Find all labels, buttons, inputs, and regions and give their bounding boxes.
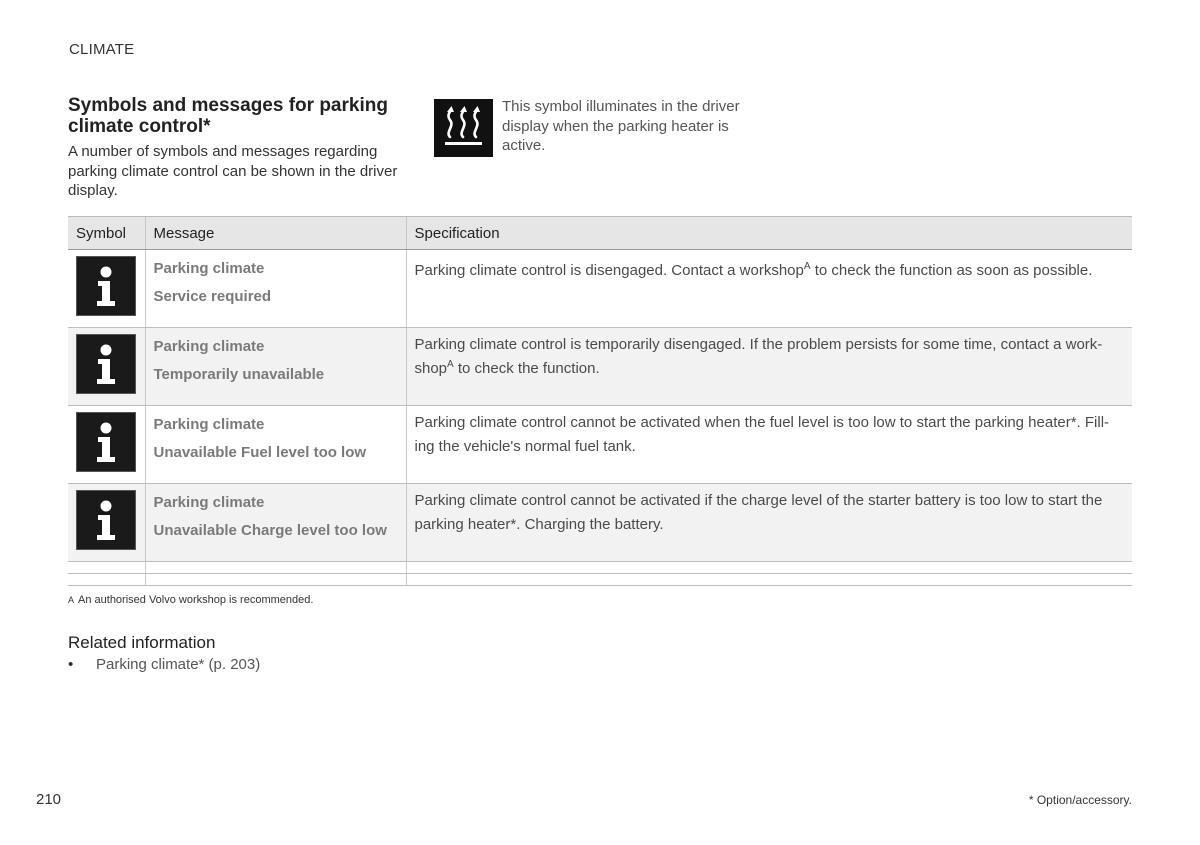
section-header: CLIMATE bbox=[69, 41, 135, 58]
message-line-2: Service required bbox=[153, 288, 272, 305]
symbol-cell bbox=[68, 484, 145, 562]
footnote-mark: A bbox=[68, 595, 75, 605]
footnote-ref: A bbox=[803, 261, 811, 272]
table-row bbox=[68, 406, 1132, 484]
message-line-1: Parking climate bbox=[153, 494, 265, 511]
table-row bbox=[68, 484, 1132, 562]
intro-text: A number of symbols and messages regarding parking climate control can be shown in the driver display. bbox=[68, 143, 398, 199]
spec-text-cont: to check the function. bbox=[453, 360, 600, 377]
message-cell bbox=[145, 250, 406, 328]
option-accessory-note: * Option/accessory. bbox=[1028, 793, 1132, 807]
specification-cell bbox=[406, 250, 1132, 328]
info-icon bbox=[76, 490, 136, 550]
symbols-messages-table bbox=[68, 216, 1132, 586]
column-header-message: Message bbox=[145, 217, 406, 250]
message-line-1: Parking climate bbox=[153, 416, 265, 433]
spec-text: Parking climate control is temporarily disengaged. If the problem persists for some time, contact a workshop bbox=[414, 336, 1103, 377]
symbol-cell bbox=[68, 406, 145, 484]
specification-cell bbox=[406, 328, 1132, 406]
message-line-1: Parking climate bbox=[153, 260, 265, 277]
spec-text: Parking climate control cannot be activated if the charge level of the starter battery is too low to start the parking heater*. Charging the battery. bbox=[414, 492, 1103, 533]
specification-cell bbox=[406, 484, 1132, 562]
bullet-icon: • bbox=[68, 656, 74, 673]
related-link-text[interactable]: Parking climate* (p. 203) bbox=[96, 656, 261, 673]
related-link-item[interactable] bbox=[68, 656, 260, 673]
table-row bbox=[68, 250, 1132, 328]
footnote-text: An authorised Volvo workshop is recommended. bbox=[78, 594, 314, 606]
table-header-row bbox=[68, 217, 1132, 250]
message-line-1: Parking climate bbox=[153, 338, 265, 355]
message-cell bbox=[145, 406, 406, 484]
symbol-cell bbox=[68, 250, 145, 328]
message-line-2: Temporarily unavailable bbox=[153, 366, 325, 383]
message-line-2: Unavailable Charge level too low bbox=[153, 522, 387, 539]
footnote-ref: A bbox=[447, 359, 454, 370]
table-footnote bbox=[68, 594, 313, 606]
page-number: 210 bbox=[36, 791, 62, 808]
message-cell bbox=[145, 328, 406, 406]
info-icon bbox=[76, 334, 136, 394]
specification-cell bbox=[406, 406, 1132, 484]
table-row bbox=[68, 328, 1132, 406]
message-cell bbox=[145, 484, 406, 562]
spec-text: Parking climate control cannot be activated when the fuel level is too low to start the parking heater*. Filling the vehicle's normal fuel tank. bbox=[414, 414, 1110, 455]
heater-symbol-description: This symbol illuminates in the driver display when the parking heater is active. bbox=[502, 98, 740, 154]
table-row-empty bbox=[68, 574, 1132, 586]
info-icon bbox=[76, 256, 136, 316]
related-information-heading: Related information bbox=[68, 633, 216, 652]
spec-text: Parking climate control is disengaged. Contact a workshop bbox=[414, 262, 804, 279]
message-line-2: Unavailable Fuel level too low bbox=[153, 444, 367, 461]
column-header-specification: Specification bbox=[406, 217, 1132, 250]
parking-heater-icon bbox=[434, 99, 493, 157]
spec-text-cont: to check the function as soon as possible. bbox=[810, 262, 1093, 279]
symbol-cell bbox=[68, 328, 145, 406]
page-title: Symbols and messages for parking climate control* bbox=[68, 95, 388, 137]
table-row-empty bbox=[68, 562, 1132, 574]
column-header-symbol: Symbol bbox=[68, 217, 145, 250]
info-icon bbox=[76, 412, 136, 472]
